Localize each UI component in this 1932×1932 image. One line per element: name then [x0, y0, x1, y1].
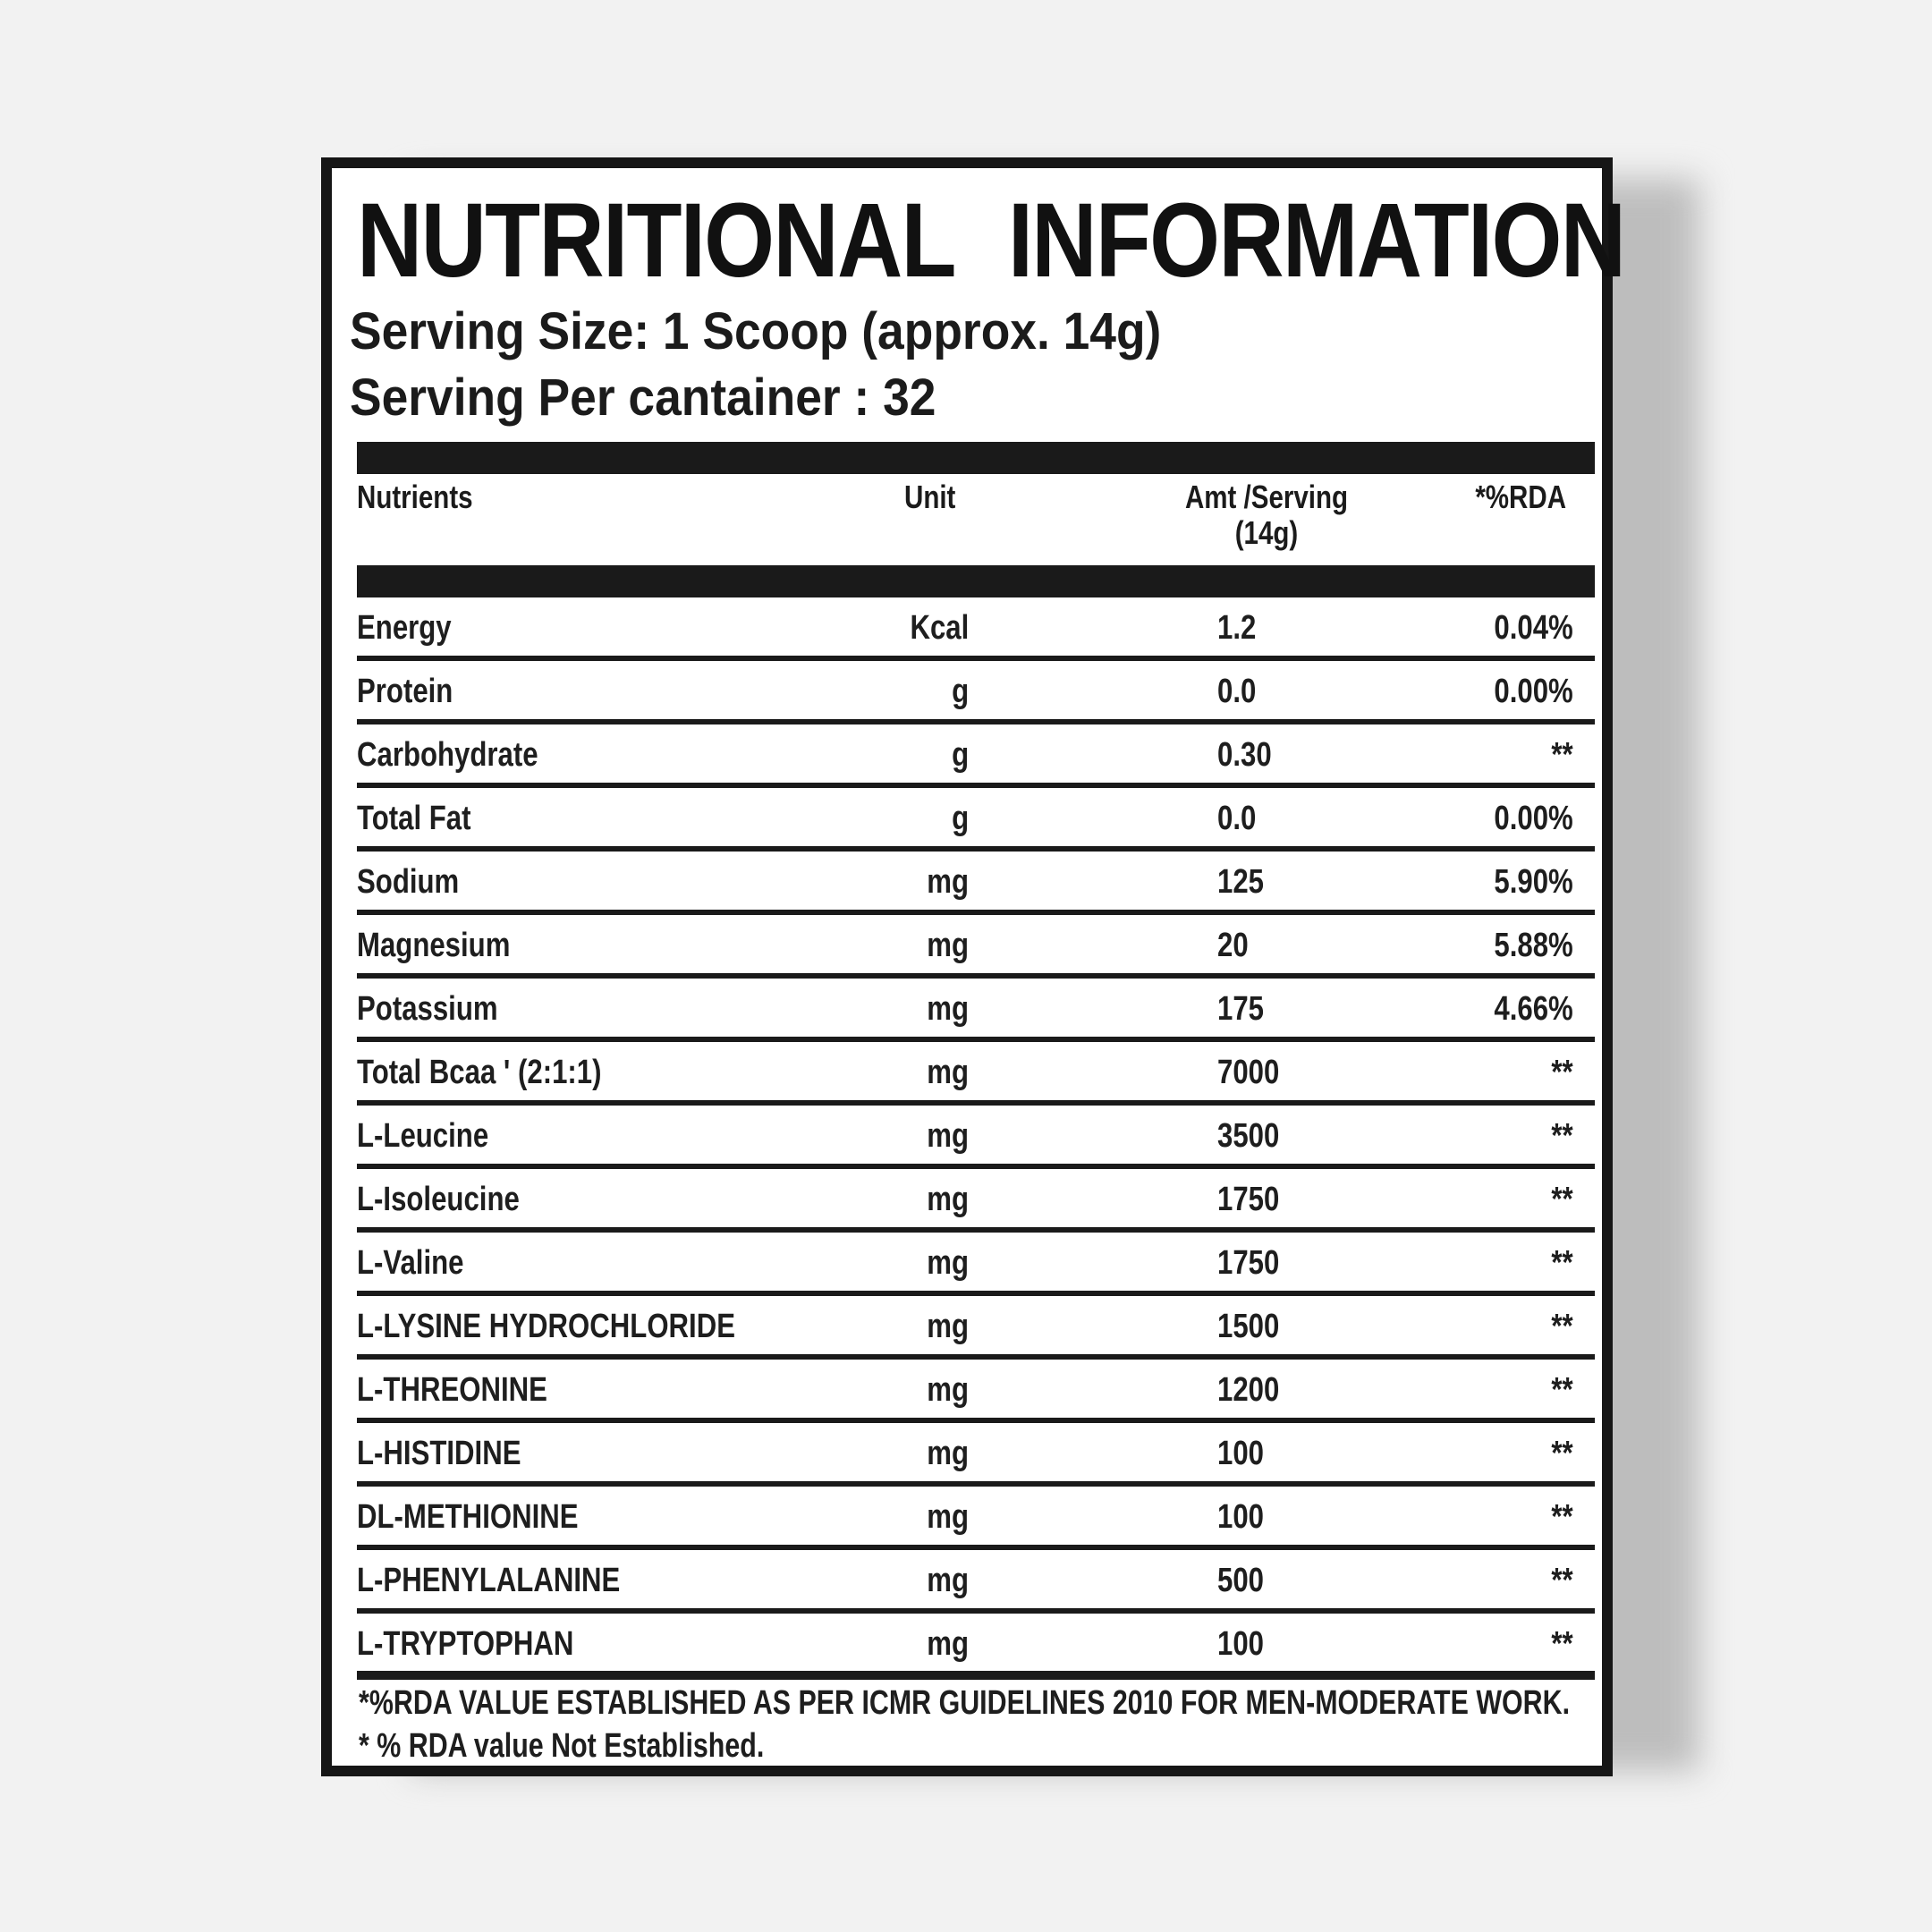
- nutrient-unit: mg: [927, 1308, 969, 1345]
- nutrient-name: L-HISTIDINE: [357, 1435, 521, 1472]
- nutrient-name: Sodium: [357, 863, 460, 901]
- nutrient-unit: g: [951, 673, 969, 710]
- nutrient-amount: 3500: [1217, 1117, 1280, 1155]
- nutrient-rda: 4.66%: [1494, 990, 1573, 1028]
- nutrient-unit: mg: [927, 1054, 969, 1091]
- nutrient-name: L-TRYPTOPHAN: [357, 1625, 574, 1663]
- table-row: [357, 1360, 1595, 1423]
- nutrient-rda: **: [1551, 1308, 1573, 1345]
- nutrient-name: DL-METHIONINE: [357, 1498, 579, 1536]
- nutrient-unit: mg: [927, 1435, 969, 1472]
- header-top-bar: [357, 442, 1595, 474]
- table-row: [357, 1423, 1595, 1487]
- nutrient-rda: **: [1551, 1435, 1573, 1472]
- nutrient-rda: 0.00%: [1494, 673, 1573, 710]
- table-row: [357, 1487, 1595, 1550]
- nutrient-name: L-Valine: [357, 1244, 464, 1282]
- nutrient-rda: **: [1551, 1625, 1573, 1663]
- table-row: [357, 1233, 1595, 1296]
- nutrient-amount: 100: [1217, 1625, 1264, 1663]
- nutrient-unit: mg: [927, 863, 969, 901]
- nutrient-unit: mg: [927, 1498, 969, 1536]
- nutrient-name: Total Fat: [357, 800, 471, 837]
- nutrient-name: Protein: [357, 673, 453, 710]
- nutrient-amount: 0.0: [1217, 800, 1257, 837]
- nutrient-name: Energy: [357, 609, 452, 647]
- nutrient-rda: **: [1551, 736, 1573, 774]
- nutrient-rda: 5.90%: [1494, 863, 1573, 901]
- nutrient-amount: 1200: [1217, 1371, 1280, 1409]
- nutrient-name: Potassium: [357, 990, 498, 1028]
- header-bottom-bar: [357, 565, 1595, 597]
- footnote-rda-not-established: * % RDA value Not Established.: [359, 1727, 765, 1765]
- table-row: [357, 724, 1595, 788]
- table-row: [357, 661, 1595, 724]
- table-row: [357, 1550, 1595, 1614]
- nutrient-amount: 1500: [1217, 1308, 1280, 1345]
- nutrient-unit: mg: [927, 1181, 969, 1218]
- nutrient-amount: 7000: [1217, 1054, 1280, 1091]
- nutrient-amount: 1.2: [1217, 609, 1257, 647]
- nutrient-name: Magnesium: [357, 927, 511, 964]
- nutrient-rda: **: [1551, 1498, 1573, 1536]
- header-nutrients: Nutrients: [357, 479, 473, 515]
- table-row: [357, 1169, 1595, 1233]
- nutrient-name: L-THREONINE: [357, 1371, 547, 1409]
- nutrient-rda: **: [1551, 1244, 1573, 1282]
- nutrient-name: L-LYSINE HYDROCHLORIDE: [357, 1308, 736, 1345]
- nutrient-unit: mg: [927, 990, 969, 1028]
- nutrient-rda: **: [1551, 1054, 1573, 1091]
- nutrient-unit: mg: [927, 1117, 969, 1155]
- nutrient-rda: **: [1551, 1371, 1573, 1409]
- nutrient-unit: g: [951, 800, 969, 837]
- nutrient-table: [357, 597, 1595, 1680]
- nutrient-name: Total Bcaa ' (2:1:1): [357, 1054, 602, 1091]
- table-row: [357, 1106, 1595, 1169]
- header-amount-line2: (14g): [1234, 514, 1299, 551]
- nutrient-unit: g: [951, 736, 969, 774]
- nutrient-amount: 175: [1217, 990, 1264, 1028]
- nutrient-amount: 0.0: [1217, 673, 1257, 710]
- servings-per-container: Serving Per cantainer : 32: [350, 369, 936, 427]
- nutrient-amount: 1750: [1217, 1244, 1280, 1282]
- header-rda: *%RDA: [1475, 479, 1566, 515]
- nutrient-name: Carbohydrate: [357, 736, 538, 774]
- nutrient-amount: 20: [1217, 927, 1249, 964]
- table-row: [357, 597, 1595, 661]
- serving-size: Serving Size: 1 Scoop (approx. 14g): [350, 302, 1162, 360]
- nutrient-unit: mg: [927, 1625, 969, 1663]
- header-unit: Unit: [904, 479, 956, 515]
- nutrient-rda: **: [1551, 1181, 1573, 1218]
- nutrient-amount: 100: [1217, 1498, 1264, 1536]
- nutrient-amount: 0.30: [1217, 736, 1272, 774]
- nutrient-unit: mg: [927, 927, 969, 964]
- table-row: [357, 1614, 1595, 1680]
- nutrient-unit: mg: [927, 1371, 969, 1409]
- nutrient-name: L-PHENYLALANINE: [357, 1562, 621, 1599]
- table-row: [357, 852, 1595, 915]
- table-row: [357, 979, 1595, 1042]
- nutrient-rda: 0.00%: [1494, 800, 1573, 837]
- header-amount: [1146, 479, 1388, 551]
- footnote-rda-established: *%RDA VALUE ESTABLISHED AS PER ICMR GUIDELINES 2010 FOR MEN-MODERATE WORK.: [359, 1684, 1571, 1722]
- nutrient-unit: Kcal: [910, 609, 969, 647]
- nutrient-unit: mg: [927, 1244, 969, 1282]
- nutrient-amount: 125: [1217, 863, 1264, 901]
- table-row: [357, 1296, 1595, 1360]
- nutrient-name: L-Leucine: [357, 1117, 489, 1155]
- nutrient-rda: 0.04%: [1494, 609, 1573, 647]
- table-row: [357, 788, 1595, 852]
- nutrition-label: [321, 157, 1625, 1776]
- nutrient-name: L-Isoleucine: [357, 1181, 520, 1218]
- nutrient-rda: **: [1551, 1562, 1573, 1599]
- nutrient-rda: **: [1551, 1117, 1573, 1155]
- header-amount-line1: Amt /Serving: [1184, 479, 1349, 515]
- label-title: NUTRITIONAL INFORMATION: [357, 182, 1625, 300]
- nutrient-amount: 100: [1217, 1435, 1264, 1472]
- nutrient-unit: mg: [927, 1562, 969, 1599]
- nutrient-rda: 5.88%: [1494, 927, 1573, 964]
- table-row: [357, 1042, 1595, 1106]
- nutrient-amount: 500: [1217, 1562, 1264, 1599]
- nutrient-amount: 1750: [1217, 1181, 1280, 1218]
- table-row: [357, 915, 1595, 979]
